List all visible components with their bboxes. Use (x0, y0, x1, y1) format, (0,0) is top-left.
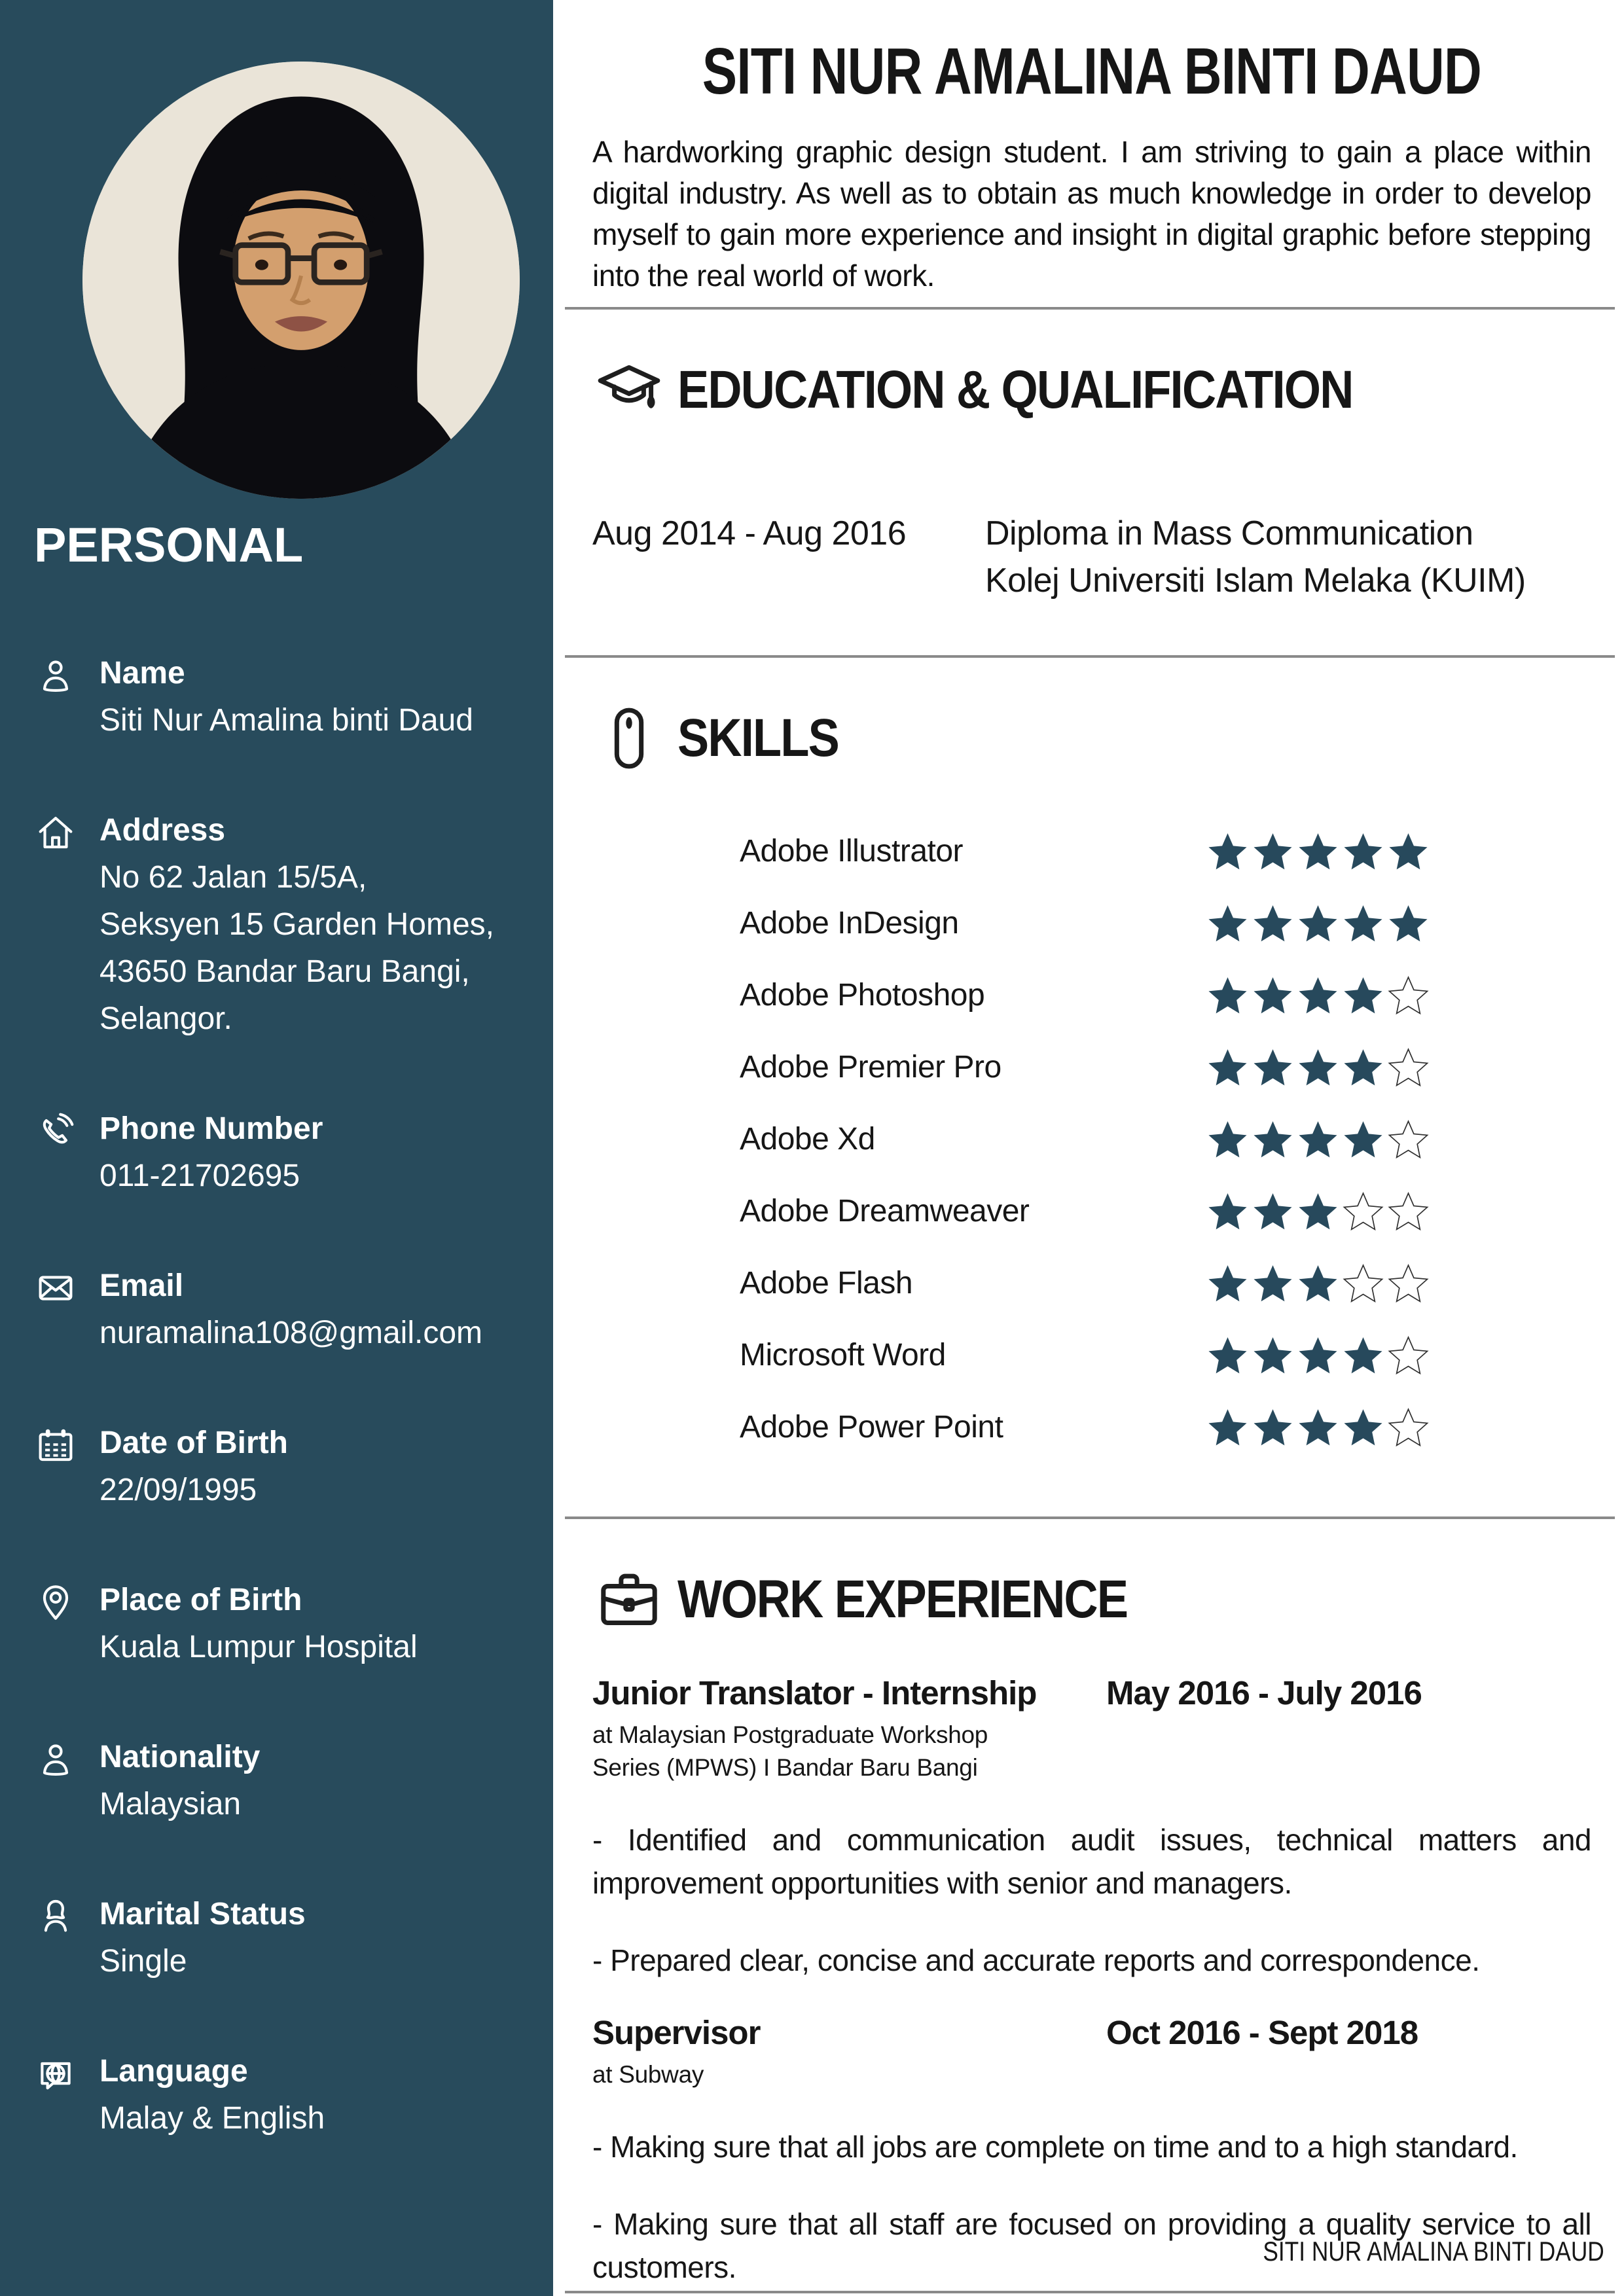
education-dates: Aug 2014 - Aug 2016 (592, 514, 907, 552)
skill-name: Microsoft Word (740, 1337, 946, 1372)
star-icon (1206, 1405, 1250, 1449)
skill-name: Adobe Premier Pro (740, 1049, 1001, 1085)
education-section-header (592, 348, 1591, 433)
field-label: Email (99, 1268, 184, 1303)
job-dates: Oct 2016 - Sept 2018 (1106, 2014, 1418, 2051)
education-degree (985, 510, 1526, 604)
field-label: Date of Birth (99, 1426, 288, 1460)
divider (565, 307, 1615, 310)
star-icon (1206, 829, 1250, 873)
star-rating (1204, 829, 1430, 873)
star-icon (1251, 829, 1295, 873)
star-icon (1386, 829, 1430, 873)
skill-name: Adobe Illustrator (740, 833, 964, 869)
field-value: nuramalina108@gmail.com (99, 1316, 482, 1350)
personal-item-nationality (0, 1734, 553, 1828)
star-icon (1386, 973, 1430, 1017)
person-icon (34, 654, 77, 697)
skill-name: Adobe InDesign (740, 905, 959, 941)
job-company (592, 1719, 1591, 1784)
star-rating (1204, 1045, 1430, 1089)
personal-item-phone (0, 1105, 553, 1200)
star-rating (1204, 1189, 1430, 1233)
star-icon (1206, 1117, 1250, 1161)
calendar-icon (34, 1424, 77, 1467)
skill-row (592, 1247, 1591, 1319)
personal-item-language (0, 2048, 553, 2142)
job-entry (592, 1674, 1591, 1982)
person-icon (34, 1738, 77, 1781)
skill-row (592, 959, 1591, 1031)
star-icon (1206, 1189, 1250, 1233)
job-company-line: Series (MPWS) I Bandar Baru Bangi (592, 1754, 978, 1781)
personal-item-birthplace (0, 1577, 553, 1671)
field-value: No 62 Jalan 15/5A, (99, 860, 367, 895)
divider (565, 2291, 1615, 2293)
field-label: Name (99, 656, 185, 691)
star-icon (1341, 829, 1385, 873)
skill-name: Adobe Xd (740, 1121, 875, 1157)
job-company-line: at Subway (592, 2061, 704, 2088)
work-section-header (592, 1557, 1591, 1642)
section-title: EDUCATION & QUALIFICATION (677, 360, 1353, 420)
field-value: Single (99, 1944, 187, 1979)
job-company (592, 2058, 1591, 2091)
star-rating (1204, 1117, 1430, 1161)
job-company-line: at Malaysian Postgraduate Workshop (592, 1721, 988, 1748)
personal-item-dob (0, 1420, 553, 1514)
star-icon (1386, 1045, 1430, 1089)
page-title: SITI NUR AMALINA BINTI DAUD (702, 35, 1482, 108)
skill-row (592, 1175, 1591, 1247)
field-label: Language (99, 2054, 248, 2089)
star-icon (1341, 1333, 1385, 1377)
main-content (553, 0, 1624, 2296)
star-icon (1251, 1117, 1295, 1161)
skill-row (592, 1031, 1591, 1103)
field-label: Nationality (99, 1740, 261, 1774)
mouse-icon (592, 696, 666, 781)
job-bullet: - Making sure that all staff are focused on providing a quality service to all customers. (592, 2207, 1591, 2284)
star-rating (1204, 1333, 1430, 1377)
star-icon (1206, 1333, 1250, 1377)
star-icon (1341, 901, 1385, 945)
job-header (592, 1674, 1591, 1712)
star-icon (1386, 1117, 1430, 1161)
degree-line: Kolej Universiti Islam Melaka (KUIM) (985, 562, 1526, 600)
field-value: Malay & English (99, 2101, 325, 2136)
female-icon (34, 1895, 77, 1938)
skill-row (592, 815, 1591, 887)
star-icon (1251, 901, 1295, 945)
job-dates: May 2016 - July 2016 (1106, 1674, 1422, 1712)
star-icon (1296, 973, 1340, 1017)
divider (565, 1516, 1615, 1519)
job-bullet: - Making sure that all jobs are complete on time and to a high standard. (592, 2130, 1518, 2164)
star-icon (1341, 1405, 1385, 1449)
star-icon (1386, 1261, 1430, 1305)
skill-row (592, 1391, 1591, 1463)
field-value: Seksyen 15 Garden Homes, (99, 907, 494, 942)
map-pin-icon (34, 1581, 77, 1624)
star-icon (1296, 1333, 1340, 1377)
star-icon (1341, 1045, 1385, 1089)
star-icon (1386, 1333, 1430, 1377)
star-icon (1251, 1189, 1295, 1233)
profile-summary: A hardworking graphic design student. I am striving to gain a place within digital industry. As well as to obtain as much knowledge in order to develop myself to gain more experience and insight in digital graphic before stepping into the real world of work. (592, 135, 1591, 293)
divider (565, 655, 1615, 658)
sidebar (0, 0, 553, 2296)
field-label: Marital Status (99, 1897, 306, 1931)
education-entry (592, 510, 1591, 604)
star-icon (1296, 1045, 1340, 1089)
degree-line: Diploma in Mass Communication (985, 514, 1473, 552)
star-icon (1251, 1045, 1295, 1089)
graduation-cap-icon (592, 348, 666, 433)
personal-item-email (0, 1263, 553, 1357)
star-icon (1206, 1261, 1250, 1305)
profile-photo (82, 62, 520, 499)
section-title: SKILLS (677, 708, 839, 768)
star-icon (1206, 973, 1250, 1017)
field-label: Place of Birth (99, 1583, 302, 1617)
skill-row (592, 1319, 1591, 1391)
field-label: Address (99, 813, 226, 848)
section-title: WORK EXPERIENCE (677, 1570, 1128, 1629)
star-icon (1296, 1405, 1340, 1449)
skill-name: Adobe Photoshop (740, 977, 985, 1013)
field-value: Siti Nur Amalina binti Daud (99, 703, 473, 738)
skills-section-header (592, 696, 1591, 781)
star-icon (1251, 1405, 1295, 1449)
star-icon (1296, 1117, 1340, 1161)
star-icon (1341, 973, 1385, 1017)
star-icon (1296, 901, 1340, 945)
field-value: 011-21702695 (99, 1158, 300, 1193)
star-icon (1251, 1261, 1295, 1305)
skills-list (592, 815, 1591, 1463)
briefcase-icon (592, 1557, 666, 1642)
personal-item-marital-status (0, 1891, 553, 1985)
job-title: Junior Translator - Internship (592, 1674, 1037, 1712)
home-icon (34, 811, 77, 854)
field-value: 43650 Bandar Baru Bangi, (99, 954, 470, 989)
star-icon (1386, 1189, 1430, 1233)
skill-row (592, 1103, 1591, 1175)
personal-item-name (0, 650, 553, 744)
sidebar-section-title: PERSONAL (34, 518, 304, 572)
skill-name: Adobe Power Point (740, 1409, 1003, 1444)
star-icon (1296, 1261, 1340, 1305)
star-icon (1251, 1333, 1295, 1377)
footer-name: SITI NUR AMALINA BINTI DAUD (1263, 2236, 1604, 2267)
job-bullet: - Prepared clear, concise and accurate reports and correspondence. (592, 1943, 1480, 1977)
skill-name: Adobe Flash (740, 1265, 913, 1300)
field-label: Phone Number (99, 1111, 323, 1146)
star-rating (1204, 973, 1430, 1017)
skill-row (592, 887, 1591, 959)
star-icon (1341, 1261, 1385, 1305)
star-icon (1341, 1189, 1385, 1233)
star-icon (1251, 973, 1295, 1017)
star-icon (1206, 901, 1250, 945)
field-value: 22/09/1995 (99, 1473, 257, 1507)
portrait-illustration (82, 62, 520, 499)
star-icon (1296, 829, 1340, 873)
phone-icon (34, 1109, 77, 1153)
job-header (592, 2013, 1591, 2052)
field-value: Selangor. (99, 1001, 232, 1036)
language-icon (34, 2052, 77, 2095)
star-rating (1204, 1405, 1430, 1449)
field-value: Kuala Lumpur Hospital (99, 1630, 418, 1664)
job-title: Supervisor (592, 2014, 761, 2051)
personal-item-address (0, 807, 553, 1043)
star-icon (1296, 1189, 1340, 1233)
job-bullet: - Identified and communication audit issues, technical matters and improvement opportunities with senior and managers. (592, 1823, 1591, 1900)
star-rating (1204, 901, 1430, 945)
star-icon (1206, 1045, 1250, 1089)
star-icon (1386, 1405, 1430, 1449)
personal-details-list (0, 650, 553, 2142)
star-rating (1204, 1261, 1430, 1305)
field-value: Malaysian (99, 1787, 242, 1821)
star-icon (1386, 901, 1430, 945)
skill-name: Adobe Dreamweaver (740, 1193, 1030, 1229)
email-icon (34, 1266, 77, 1310)
star-icon (1341, 1117, 1385, 1161)
